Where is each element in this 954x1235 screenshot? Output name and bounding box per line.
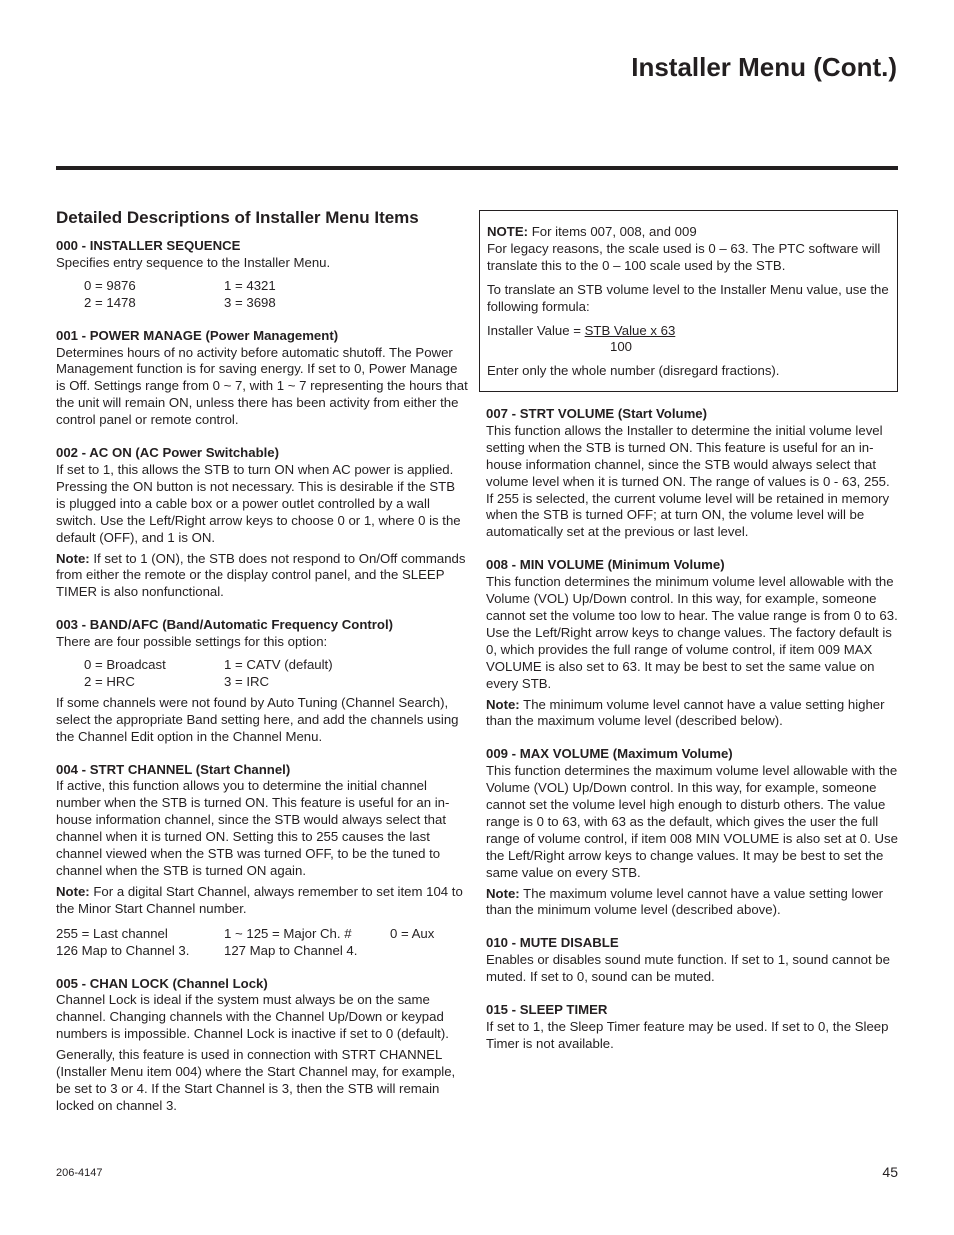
item-body: If set to 1, this allows the STB to turn ON when AC power is applied. Pressing the ON button is not necessary. This is desirable if the STB is plugged into a cable box or a power outlet controlled by a wall switch. Use the Left/Right arrow keys to choose 0 or 1, where 0 is the default (OFF), and 1 is ON. [56,461,461,545]
left-column [56,207,468,1131]
title-rule [56,166,898,170]
value-table [56,926,468,960]
item-008 [486,557,898,730]
item-body: This function allows the Installer to determine the initial volume level setting when the STB is turned ON. This feature is useful for an in-house information channel, since the STB would always select that volume level when it is turned ON. The range of values is 0 - 63, 255. If 255 is selected, the current volume level will be retained in memory when the STB is turned OFF; at turn ON, the volume level will be automatically set at the previous or last level. [486,422,890,540]
page-title: Installer Menu (Cont.) [631,52,897,82]
formula [487,323,890,340]
value-cell: 2 = 1478 [84,294,136,310]
item-heading: 007 - STRT VOLUME (Start Volume) [486,406,708,421]
value-cell: 1 = 4321 [224,277,276,293]
item-heading: 005 - CHAN LOCK (Channel Lock) [56,975,268,991]
section-heading: Detailed Descriptions of Installer Menu Items [56,208,419,227]
value-cell: 126 Map to Channel 3. [56,942,190,958]
item-body: There are four possible settings for this option: [56,634,328,650]
value-cell: 0 = 9876 [84,277,136,293]
note-text: The minimum volume level cannot have a value setting higher than the maximum volume level (described below). [486,696,885,729]
value-cell [390,943,470,960]
value-table [84,657,468,691]
formula-numerator: STB Value x 63 [584,322,676,338]
value-cell: 3 = IRC [224,673,270,689]
item-003 [56,617,468,745]
value-table [84,278,468,312]
item-002 [56,445,468,601]
value-cell: 1 ~ 125 = Major Ch. # [224,925,352,941]
note-text: For items 007, 008, and 009 [531,224,697,239]
note-box-line1 [487,224,890,241]
note-label: Note: [486,696,520,712]
value-cell: 0 = Broadcast [84,657,166,673]
note-box-para2: To translate an STB volume level to the Installer Menu value, use the following formula: [487,281,889,314]
document-number: 206-4147 [56,1167,103,1179]
item-015 [486,1002,898,1053]
item-009 [486,746,898,919]
item-heading: 015 - SLEEP TIMER [486,1002,608,1018]
item-body: Channel Lock is ideal if the system must always be on the same channel. Changing channels with the Channel Up/Down or keypad numbers is impossible. Channel Lock is inactive if set to 0 (default). [56,992,449,1042]
item-007 [486,406,898,541]
item-body-2: If some channels were not found by Auto Tuning (Channel Search), select the appropriate Band setting here, and add the channels using the Channel Edit option in the Channel Menu. [56,694,459,744]
formula-prefix: Installer Value = [487,322,585,338]
item-010 [486,935,898,986]
item-heading: 002 - AC ON (AC Power Switchable) [56,445,280,461]
note-label: NOTE: [487,224,529,239]
item-body: This function determines the minimum volume level allowable with the Volume (VOL) Up/Down control. In this way, for example, someone cannot set the volume too low to hear. The value range is from 0 to 63. Use the Left/Right arrow keys to change values. The factory default is 0, which provides the full range of volume control, if item 009 MAX VOLUME is also set to 63. It may be best to set the same value on every STB. [486,574,898,691]
note-text: The maximum volume level cannot have a value setting lower than the minimum volume level (described above). [486,885,884,918]
value-cell: 1 = CATV (default) [224,657,333,673]
item-body: If set to 1, the Sleep Timer feature may be used. If set to 0, the Sleep Timer is not available. [486,1019,889,1051]
item-note [56,884,468,918]
item-body: Enables or disables sound mute function. If set to 1, sound cannot be muted. If set to 0, sound can be muted. [486,952,890,985]
value-cell: 127 Map to Channel 4. [224,942,358,958]
note-label: Note: [486,885,520,901]
note-label: Note: [56,550,90,566]
item-004 [56,762,468,960]
note-box [479,210,898,392]
note-text: For a digital Start Channel, always remember to set item 104 to the Minor Start Channel number. [56,883,463,916]
note-label: Note: [56,883,90,899]
item-000 [56,238,468,312]
page-number: 45 [882,1164,898,1180]
item-heading: 009 - MAX VOLUME (Maximum Volume) [486,746,733,762]
item-body: Determines hours of no activity before automatic shutoff. The Power Management function is for saving energy. If set to 0, Power Manage is Off. Settings range from 0 ~ 7, with 1 ~ 7 representing the hours that the unit will remain ON, unless there has been activity from either the control panel or remote control. [56,344,468,428]
right-column [486,406,898,1069]
item-body: This function determines the maximum volume level allowable with the Volume (VOL) Up/Down control. In this way, for example, someone cannot set the volume level high enough to disturb others. The value range is 0 to 63, with 63 as the default, which gives the user the full range of volume control, if item 008 MIN VOLUME is also set at 0. Use the Left/Right arrow keys to change values. It may be best to set the same value on every STB. [486,763,898,880]
item-heading: 004 - STRT CHANNEL (Start Channel) [56,761,291,777]
item-body: If active, this function allows you to determine the initial channel number when the STB is turned ON. This feature is useful for an in-house information channel, since the STB would always select that channel when it is turned ON. Setting this to 255 causes the last channel viewed when the STB was turned OFF, to be the tuned to channel when the STB is turned ON again. [56,778,450,878]
item-heading: 010 - MUTE DISABLE [486,935,619,951]
item-heading: 008 - MIN VOLUME (Minimum Volume) [486,557,725,573]
value-cell: 0 = Aux [390,925,435,941]
item-heading: 000 - INSTALLER SEQUENCE [56,238,241,253]
item-001 [56,328,468,429]
item-heading: 003 - BAND/AFC (Band/Automatic Frequency Control) [56,617,394,633]
item-005 [56,976,468,1115]
value-cell: 2 = HRC [84,673,135,689]
item-note [56,551,468,602]
value-cell: 255 = Last channel [56,925,168,941]
item-body: Specifies entry sequence to the Installer Menu. [56,254,331,270]
item-body-2: Generally, this feature is used in connection with STRT CHANNEL (Installer Menu item 004) where the Start Channel may, for example, be set to 3 or 4. If the Start Channel is 3, then the STB will remain locked on channel 3. [56,1047,456,1113]
note-text: If set to 1 (ON), the STB does not respond to On/Off commands from either the remote or the display control panel, and the SLEEP TIMER is also nonfunctional. [56,550,466,600]
value-cell: 3 = 3698 [224,294,276,310]
note-box-para3: Enter only the whole number (disregard fractions). [487,363,780,379]
item-note [486,886,898,920]
item-note [486,697,898,731]
formula-denominator: 100 [610,339,633,355]
item-heading: 001 - POWER MANAGE (Power Management) [56,327,339,343]
note-box-line2: For legacy reasons, the scale used is 0 – 63. The PTC software will translate this to the 0 – 100 scale used by the STB. [487,240,881,273]
